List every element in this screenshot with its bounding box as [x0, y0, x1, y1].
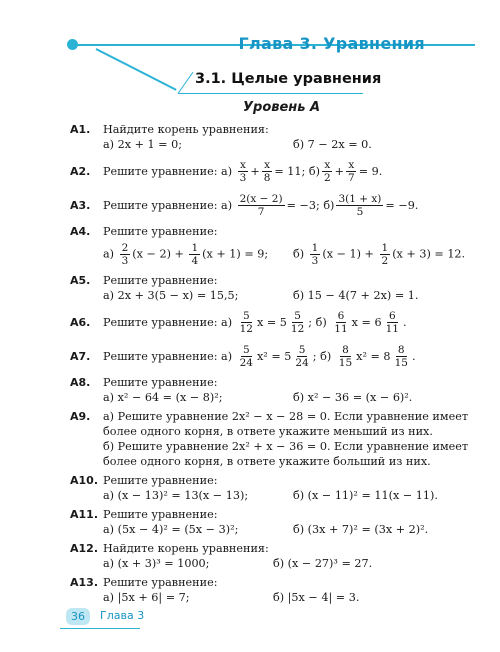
task-list	[70, 122, 478, 609]
task-a8	[70, 375, 478, 405]
task-part-a: а) (x + 3)³ = 1000;	[103, 557, 210, 570]
task-a9	[70, 409, 478, 469]
task-a7	[70, 341, 478, 371]
task-equation: Решите уравнение: а) $\frac{2(x - 2)}{7}$ = −3; б) $\frac{3(1 + x)}{5}$ = −9.	[103, 192, 419, 218]
task-text: Найдите корень уравнения:	[103, 123, 269, 136]
task-text: Найдите корень уравнения:	[103, 542, 269, 555]
task-line: более одного корня, в ответе укажите меньший из них.	[103, 425, 433, 438]
task-text: Решите уравнение:	[103, 576, 218, 589]
task-line: б) Решите уравнение 2x² + x − 36 = 0. Если уравнение имеет	[103, 440, 469, 453]
task-part-a: а) 2x + 3(5 − x) = 15,5;	[103, 289, 239, 302]
task-a1	[70, 122, 478, 152]
footer-rule	[60, 628, 140, 629]
task-part-b: б) x² − 36 = (x − 6)².	[293, 391, 413, 404]
section-title: 3.1. Целые уравнения	[195, 71, 382, 87]
task-a5	[70, 273, 478, 303]
task-a13	[70, 575, 478, 605]
task-part-a: а) 2x + 1 = 0;	[103, 138, 182, 151]
task-number: А7.	[70, 350, 91, 363]
section-slant-rule	[178, 72, 194, 94]
task-text: Решите уравнение:	[103, 225, 218, 238]
task-text: Решите уравнение:	[103, 274, 218, 287]
task-equation: Решите уравнение: а) $\frac{5}{24}$ x² = 5 $\frac{5}{24}$ ; б) $\frac{8}{15}$ x² = 8 $\frac{8}{15}$ .	[103, 343, 416, 369]
task-number: А3.	[70, 199, 91, 212]
task-a4	[70, 224, 478, 269]
task-number: А8.	[70, 376, 91, 389]
task-line: а) Решите уравнение 2x² − x − 28 = 0. Если уравнение имеет	[103, 410, 469, 423]
task-part-a: а) x² − 64 = (x − 8)²;	[103, 391, 223, 404]
task-a12	[70, 541, 478, 571]
task-a10	[70, 473, 478, 503]
task-part-b: б) 15 − 4(7 + 2x) = 1.	[293, 289, 419, 302]
task-number: А10.	[70, 474, 98, 487]
level-title: Уровень А	[243, 100, 321, 115]
task-number: А5.	[70, 274, 91, 287]
task-a11	[70, 507, 478, 537]
task-part-a: а) |5x + 6| = 7;	[103, 591, 190, 604]
task-part-a: а) (5x − 4)² = (5x − 3)²;	[103, 523, 239, 536]
task-number: А9.	[70, 410, 91, 423]
task-part-b: б) $\frac{1}{3}$ (x − 1) + $\frac{1}{2}$ (x + 3) = 12.	[293, 241, 466, 267]
task-number: А4.	[70, 225, 91, 238]
page-number: 36	[66, 608, 90, 625]
task-number: А1.	[70, 123, 91, 136]
task-a6	[70, 307, 478, 337]
task-part-b: б) 7 − 2x = 0.	[293, 138, 372, 151]
chapter-title: Глава 3. Уравнения	[238, 34, 425, 53]
task-number: А11.	[70, 508, 98, 521]
task-a3	[70, 190, 478, 220]
task-part-b: б) (3x + 7)² = (3x + 2)².	[293, 523, 429, 536]
task-part-a: а) $\frac{2}{3}$ (x − 2) + $\frac{1}{4}$ (x + 1) = 9;	[103, 241, 269, 267]
section-underline	[178, 93, 363, 94]
footer-chapter-label: Глава 3	[100, 609, 145, 622]
task-line: более одного корня, в ответе укажите больший из них.	[103, 455, 431, 468]
header-dot	[67, 39, 78, 50]
task-part-a: а) (x − 13)² = 13(x − 13);	[103, 489, 249, 502]
task-text: Решите уравнение:	[103, 508, 218, 521]
task-number: А13.	[70, 576, 98, 589]
task-part-b: б) |5x − 4| = 3.	[273, 591, 360, 604]
task-a2	[70, 156, 478, 186]
task-text: Решите уравнение:	[103, 474, 218, 487]
task-equation: Решите уравнение: а) $\frac{x}{3}$ + $\frac{x}{8}$ = 11; б) $\frac{x}{2}$ + $\frac{x}{7}$ = 9.	[103, 158, 383, 184]
task-part-b: б) (x − 11)² = 11(x − 11).	[293, 489, 438, 502]
task-text: Решите уравнение:	[103, 376, 218, 389]
task-number: А2.	[70, 165, 91, 178]
header-diagonal-rule	[96, 48, 177, 91]
task-part-b: б) (x − 27)³ = 27.	[273, 557, 373, 570]
task-number: А12.	[70, 542, 98, 555]
task-number: А6.	[70, 316, 91, 329]
task-equation: Решите уравнение: а) $\frac{5}{12}$ x = 5 $\frac{5}{12}$ ; б) $\frac{6}{11}$ x = 6 $\frac{6}{11}$ .	[103, 309, 407, 335]
